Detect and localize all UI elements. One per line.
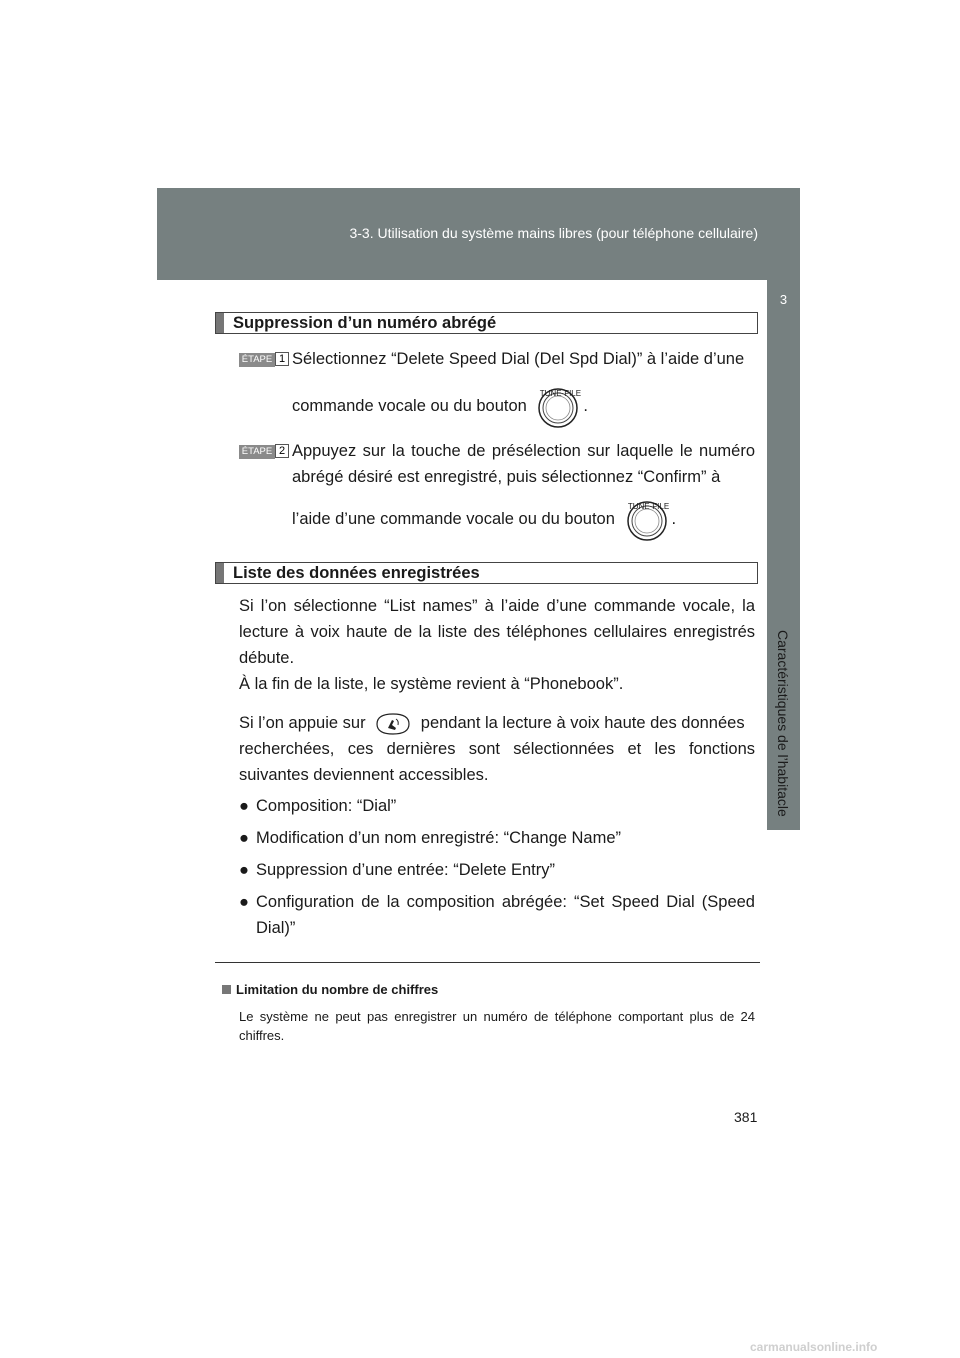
- note-title: Limitation du nombre de chiffres: [222, 982, 438, 997]
- paragraph-phone-button-line: Si l’on appuie sur pendant la lecture à voix haute des données: [239, 706, 755, 740]
- step-1-line1: Sélectionnez “Delete Speed Dial (Del Spd Dial)” à l’aide d’une: [292, 350, 745, 368]
- paragraph-list-names: Si l’on sélectionne “List names” à l’aide d’une commande vocale, la lecture à voix haute de la liste des téléphones cellulaires enregistrés débute.: [239, 597, 755, 667]
- talk-button-icon: [374, 711, 412, 737]
- watermark: carmanualsonline.info: [750, 1340, 878, 1354]
- step-2-text: Appuyez sur la touche de présélection sur laquelle le numéro abrégé désiré est enregistré, puis sélectionnez “Confirm” à: [292, 442, 755, 486]
- square-bullet-icon: [222, 985, 231, 994]
- bullet-set-speed-dial: ● Configuration de la composition abrégée: “Set Speed Dial (Speed Dial)”: [239, 893, 755, 937]
- header-bar: [157, 188, 800, 280]
- side-tab-number: 3: [779, 292, 788, 307]
- tune-file-knob-icon: TUNE·FILE: [537, 387, 577, 427]
- bullet-change-name: ● Modification d’un nom enregistré: “Change Name”: [239, 829, 622, 847]
- paragraph-functions: recherchées, ces dernières sont sélectionnées et les fonctions suivantes deviennent accessibles.: [239, 740, 755, 784]
- chapter-title: 3-3. Utilisation du système mains libres (pour téléphone cellulaire): [349, 225, 758, 241]
- step-badge-1: ÉTAPE 1: [239, 352, 289, 366]
- bullet-dial: ● Composition: “Dial”: [239, 797, 397, 815]
- section-heading-stored-data-list: Liste des données enregistrées: [215, 562, 758, 584]
- step-1-line2: commande vocale ou du bouton TUNE·FILE .: [292, 383, 588, 429]
- page-number: 381: [734, 1109, 758, 1125]
- section-heading-delete-speed-dial: Suppression d’un numéro abrégé: [215, 312, 758, 334]
- step-2-line2: l’aide d’une commande vocale ou du bouton TUNE·FILE .: [292, 496, 676, 542]
- note-text: Le système ne peut pas enregistrer un numéro de téléphone comportant plus de 24 chiffres.: [239, 1009, 755, 1043]
- side-label: Caractéristiques de l’habitacle: [775, 630, 791, 817]
- step-badge-2: ÉTAPE 2: [239, 444, 289, 458]
- tune-file-knob-icon: TUNE·FILE: [626, 500, 666, 540]
- bullet-delete-entry: ● Suppression d’une entrée: “Delete Entry”: [239, 861, 555, 879]
- note-divider: [215, 962, 760, 963]
- side-label-wrap: [767, 630, 800, 830]
- paragraph-end-of-list: À la fin de la liste, le système revient à “Phonebook”.: [239, 675, 624, 693]
